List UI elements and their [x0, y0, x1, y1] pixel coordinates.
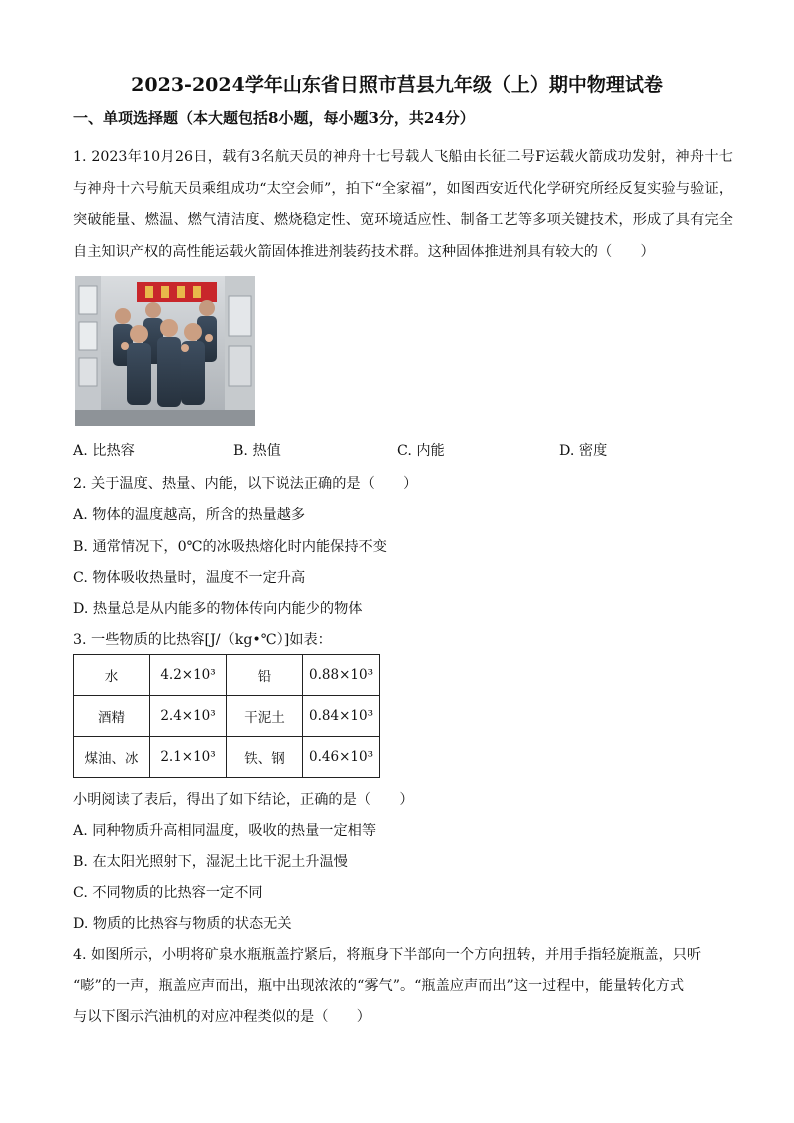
table-cell: 2.4×10³ [150, 696, 227, 737]
table-cell: 2.1×10³ [150, 737, 227, 778]
q3-option-b[interactable]: B. 在太阳光照射下，湿泥土比干泥土升温慢 [73, 854, 348, 870]
q2-option-a[interactable]: A. 物体的温度越高，所含的热量越多 [73, 507, 306, 523]
q2-option-b[interactable]: B. 通常情况下，0℃的冰吸热熔化时内能保持不变 [73, 539, 387, 555]
page-title: 2023-2024学年山东省日照市莒县九年级（上）期中物理试卷 [131, 74, 663, 96]
table-cell: 0.46×10³ [303, 737, 380, 778]
q2-option-d[interactable]: D. 热量总是从内能多的物体传向内能少的物体 [73, 601, 363, 617]
specific-heat-table [73, 654, 380, 778]
table-cell: 水 [74, 655, 150, 696]
q1-option-a[interactable]: A. 比热容 [73, 443, 135, 459]
q2-option-c[interactable]: C. 物体吸收热量时，温度不一定升高 [73, 570, 306, 586]
question-4-line-1: 4. 如图所示，小明将矿泉水瓶瓶盖拧紧后，将瓶身下半部向一个方向扭转，并用手指轻旋瓶盖，只听 [73, 947, 702, 963]
question-4-line-3: 与以下图示汽油机的对应冲程类似的是（ ） [73, 1009, 371, 1025]
q1-option-d[interactable]: D. 密度 [559, 443, 608, 459]
table-row [74, 655, 380, 696]
table-cell: 0.88×10³ [303, 655, 380, 696]
q3-option-c[interactable]: C. 不同物质的比热容一定不同 [73, 885, 263, 901]
question-1-text: 1. 2023年10月26日，载有3名航天员的神舟十七号载人飞船由长征二号F运载火箭成功发射，神舟十七与神舟十六号航天员乘组成功“太空会师”，拍下“全家福”，如图西安近代化学研究所经反复实验与验证，突破能量、燃温、燃气清洁度、燃烧稳定性、宽环境适应性、制备工艺等多项关键技术，形成了具有完全自主知识产权的高性能运载火箭固体推进剂装药技术群。这种固体推进剂具有较大的（ ） [73, 149, 733, 260]
question-1-options [73, 440, 733, 462]
section-heading: 一、单项选择题（本大题包括8小题，每小题3分，共24分） [73, 109, 475, 127]
question-3-prompt: 小明阅读了表后，得出了如下结论，正确的是（ ） [73, 792, 414, 808]
table-cell: 4.2×10³ [150, 655, 227, 696]
table-cell: 铁、钢 [227, 737, 303, 778]
table-cell: 酒精 [74, 696, 150, 737]
q1-option-b[interactable]: B. 热值 [233, 443, 281, 459]
table-cell: 干泥土 [227, 696, 303, 737]
question-4-line-2: “嘭”的一声，瓶盖应声而出，瓶中出现浓浓的“雾气”。“瓶盖应声而出”这一过程中，能量转化方式 [73, 978, 685, 994]
q3-option-d[interactable]: D. 物质的比热容与物质的状态无关 [73, 916, 292, 932]
table-cell: 0.84×10³ [303, 696, 380, 737]
table-cell: 铅 [227, 655, 303, 696]
table-cell: 煤油、冰 [74, 737, 150, 778]
question-2-text: 2. 关于温度、热量、内能，以下说法正确的是（ ） [73, 476, 418, 492]
question-3-text: 3. 一些物质的比热容[J/（kg•℃）]如表： [73, 632, 332, 648]
astronaut-photo [75, 276, 255, 426]
table-row [74, 696, 380, 737]
table-row [74, 737, 380, 778]
q3-option-a[interactable]: A. 同种物质升高相同温度，吸收的热量一定相等 [73, 823, 377, 839]
q1-option-c[interactable]: C. 内能 [397, 443, 445, 459]
